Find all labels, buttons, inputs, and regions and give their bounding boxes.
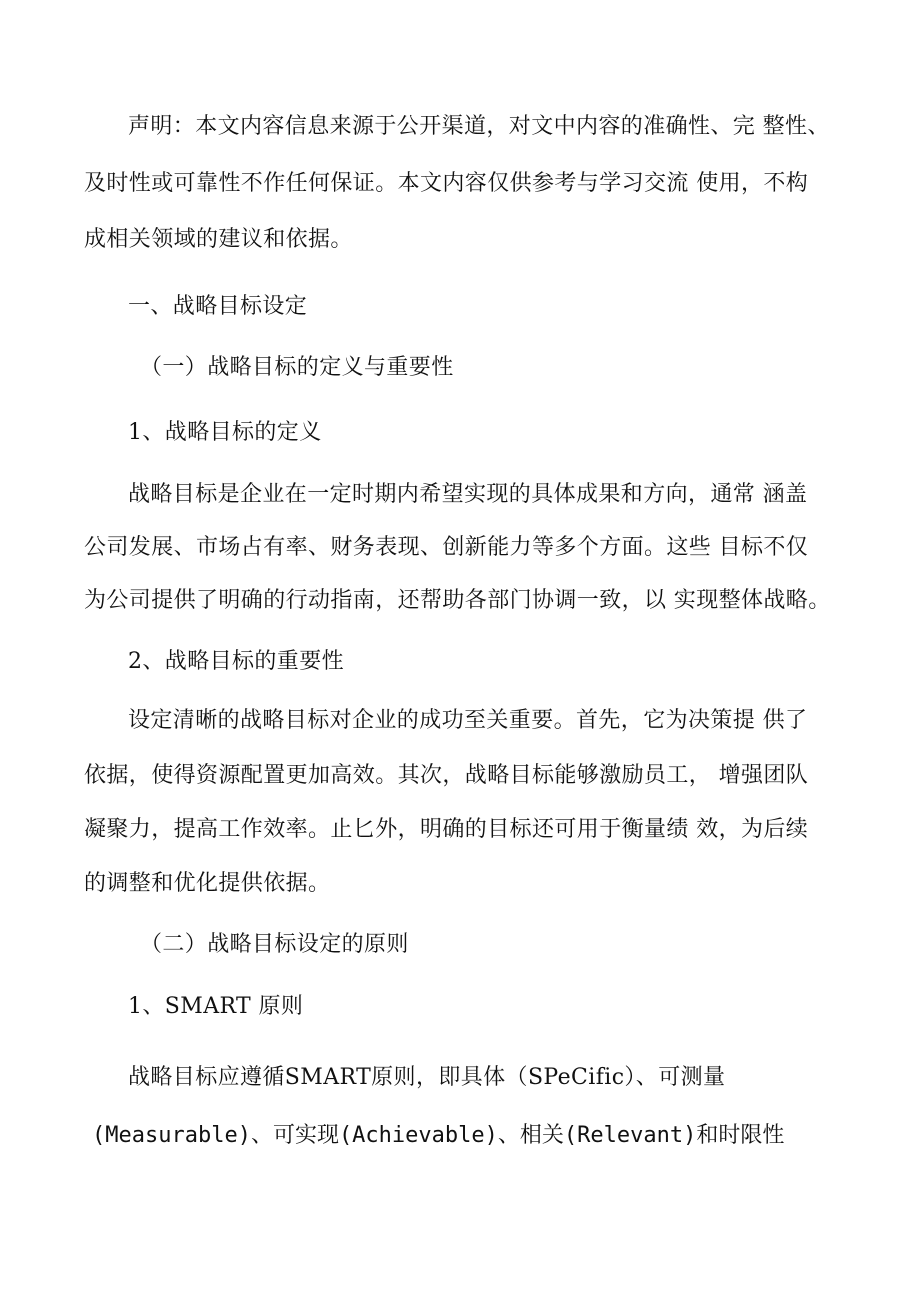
section-heading: 一、战略目标设定	[128, 294, 308, 319]
paragraph-line: (Measurable)、可实现(Achievable)、相关(Relevant)和时限性	[92, 1123, 785, 1148]
paragraph-line: 的调整和优化提供依据。	[84, 871, 331, 896]
item-heading: 1、SMART 原则	[128, 994, 304, 1019]
item-heading: 2、战略目标的重要性	[128, 649, 344, 674]
disclaimer-line-2: 及时性或可靠性不作任何保证。本文内容仅供参考与学习交流 使用，不构	[84, 171, 809, 196]
paragraph-line: 依据，使得资源配置更加高效。其次，战略目标能够激励员工， 增强团队	[84, 763, 809, 788]
paragraph-line: 凝聚力，提高工作效率。止匕外，明确的目标还可用于衡量绩 效，为后续	[84, 817, 809, 842]
paragraph-line: 战略目标应遵循SMART原则，即具体（SPeCific）、可测量	[128, 1065, 726, 1090]
item-heading: 1、战略目标的定义	[128, 420, 322, 445]
paragraph-line: 公司发展、市场占有率、财务表现、创新能力等多个方面。这些 目标不仅	[84, 535, 809, 560]
paragraph-line: 战略目标是企业在一定时期内希望实现的具体成果和方向，通常 涵盖	[128, 482, 808, 507]
disclaimer-line-1: 声明：本文内容信息来源于公开渠道，对文中内容的准确性、完 整性、	[128, 114, 830, 139]
paragraph-line: 设定清晰的战略目标对企业的成功至关重要。首先，它为决策提 供了	[128, 708, 808, 733]
subsection-heading: （二）战略目标设定的原则	[140, 932, 409, 957]
disclaimer-line-3: 成相关领域的建议和依据。	[84, 227, 353, 252]
subsection-heading: （一）战略目标的定义与重要性	[140, 355, 454, 380]
paragraph-line: 为公司提供了明确的行动指南，还帮助各部门协调一致，以 实现整体战略。	[84, 588, 831, 613]
